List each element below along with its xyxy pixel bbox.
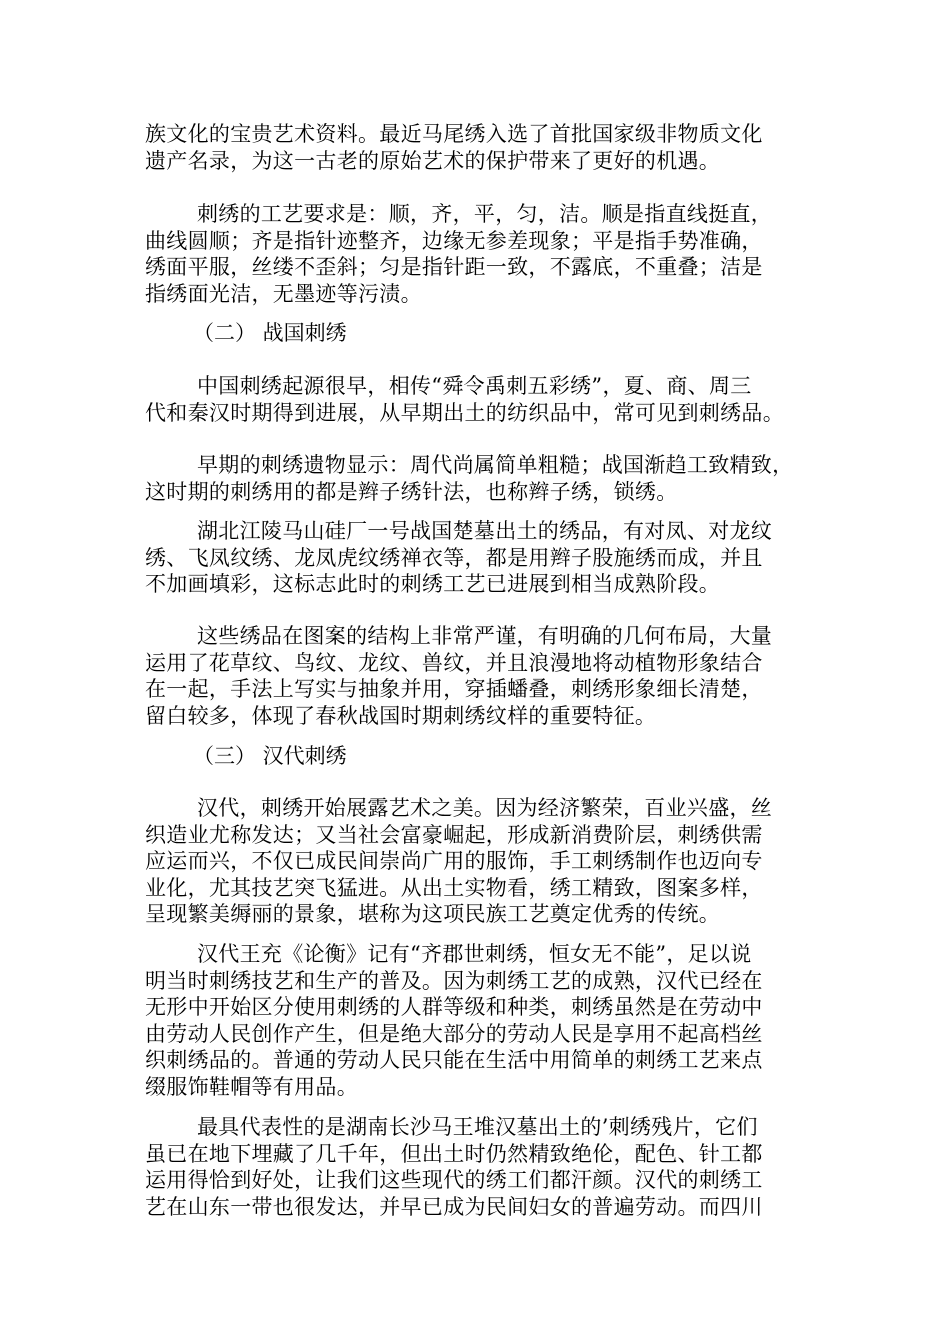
text-line: 留白较多，体现了春秋战国时期刺绣纹样的重要特征。 xyxy=(145,703,657,728)
text-line: 呈现繁美缛丽的景象，堪称为这项民族工艺奠定优秀的传统。 xyxy=(145,902,721,926)
text-line: 遗产名录，为这一古老的原始艺术的保护带来了更好的机遇。 xyxy=(145,148,721,173)
text-line: 这些绣品在图案的结构上非常严谨，有明确的几何布局，大量 xyxy=(197,624,773,648)
text-line: 运用得恰到好处，让我们这些现代的绣工们都汗颜。汉代的刺绣工 xyxy=(145,1168,763,1192)
section-heading: （二） 战国刺绣 xyxy=(193,321,347,345)
text-line: 汉代，刺绣开始展露艺术之美。因为经济繁荣，百业兴盛，丝 xyxy=(197,796,773,820)
text-line: 汉代王充《论衡》记有“齐郡世刺绣，恒女无不能”，足以说 xyxy=(197,942,752,966)
text-line: 无形中开始区分使用刺绣的人群等级和种类，刺绣虽然是在劳动中 xyxy=(145,995,763,1019)
text-line: 织刺绣品的。普通的劳动人民只能在生活中用简单的刺绣工艺来点 xyxy=(145,1048,763,1072)
text-line: 虽已在地下埋藏了几千年，但出土时仍然精致绝伦，配色、针工都 xyxy=(145,1141,763,1166)
paragraph xyxy=(145,201,815,307)
text-line: 代和秦汉时期得到进展，从早期出土的纺织品中，常可见到刺绣品。 xyxy=(145,400,784,425)
text-line: 明当时刺绣技艺和生产的普及。因为刺绣工艺的成熟，汉代已经在 xyxy=(145,968,763,993)
text-line: 在一起，手法上写实与抽象并用，穿插蟠叠，刺绣形象细长清楚， xyxy=(145,677,763,701)
text-line: 缀服饰鞋帽等有用品。 xyxy=(145,1074,358,1099)
text-line: 织造业尤称发达；又当社会富豪崛起，形成新消费阶层，刺绣供需 xyxy=(145,822,763,847)
text-line: 艺在山东一带也很发达，并早已成为民间妇女的普遍劳动。而四川 xyxy=(145,1194,763,1219)
paragraph xyxy=(145,121,815,174)
text-line: 湖北江陵马山硅厂一号战国楚墓出土的绣品，有对凤、对龙纹 xyxy=(197,519,773,543)
paragraph xyxy=(145,373,815,426)
paragraph xyxy=(145,452,815,505)
text-line: 中国刺绣起源很早，相传“舜令禹刺五彩绣”，夏、商、周三 xyxy=(197,374,752,398)
text-line: 最具代表性的是湖南长沙马王堆汉墓出土的’刺绣残片，它们 xyxy=(197,1115,758,1139)
paragraph xyxy=(145,623,815,729)
text-line: 绣面平服，丝缕不歪斜；匀是指针距一致，不露底，不重叠；洁是 xyxy=(145,255,763,279)
text-line: 运用了花草纹、鸟纹、龙纹、兽纹，并且浪漫地将动植物形象结合 xyxy=(145,650,763,675)
paragraph xyxy=(145,941,815,1100)
text-line: 由劳动人民创作产生，但是绝大部分的劳动人民是享用不起高档丝 xyxy=(145,1021,763,1046)
paragraph xyxy=(145,795,815,928)
text-line: 应运而兴，不仅已成民间崇尚广用的服饰，手工刺绣制作也迈向专 xyxy=(145,849,763,873)
paragraph xyxy=(145,518,815,598)
text-line: 族文化的宝贵艺术资料。最近马尾绣入选了首批国家级非物质文化 xyxy=(145,122,763,146)
text-line: 曲线圆顺；齐是指针迹整齐，边缘无参差现象；平是指手势准确， xyxy=(145,228,763,253)
text-line: 业化，尤其技艺突飞猛进。从出土实物看，绣工精致，图案多样， xyxy=(145,875,763,900)
text-line: 指绣面光洁，无墨迹等污渍。 xyxy=(145,281,422,306)
paragraph xyxy=(145,1114,815,1220)
section-heading: （三） 汉代刺绣 xyxy=(193,744,347,768)
text-line: 刺绣的工艺要求是：顺，齐，平，匀，洁。顺是指直线挺直， xyxy=(197,202,773,226)
text-line: 绣、飞凤纹绣、龙凤虎纹绣禅衣等，都是用辫子股施绣而成，并且 xyxy=(145,545,763,570)
text-line: 这时期的刺绣用的都是辫子绣针法，也称辫子绣，锁绣。 xyxy=(145,479,678,504)
text-line: 早期的刺绣遗物显示：周代尚属简单粗糙；战国渐趋工致精致， xyxy=(197,453,794,477)
text-line: 不加画填彩，这标志此时的刺绣工艺已进展到相当成熟阶段。 xyxy=(145,572,721,596)
